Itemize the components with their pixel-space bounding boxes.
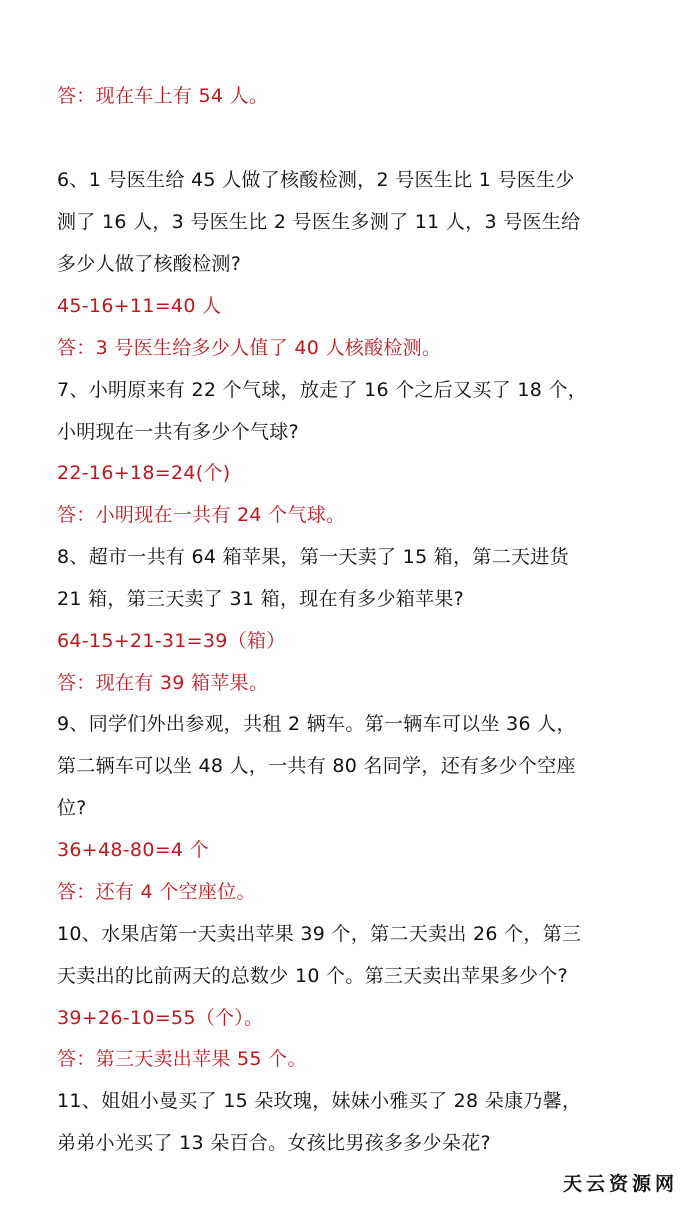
question-11-line-2: 弟弟小光买了 13 朵百合。女孩比男孩多多少朵花? [57,1132,491,1154]
equation-9: 36+48-80=4 个 [57,839,209,861]
answer-10: 答：第三天卖出苹果 55 个。 [57,1048,307,1070]
question-8-line-2: 21 箱，第三天卖了 31 箱，现在有多少箱苹果? [57,588,465,610]
equation-7: 22-16+18=24(个) [57,462,231,484]
answer-8: 答：现在有 39 箱苹果。 [57,672,269,694]
equation-6: 45-16+11=40 人 [57,295,222,317]
question-9-line-2: 第二辆车可以坐 48 人，一共有 80 名同学，还有多少个空座 [57,755,576,777]
question-6-line-2: 测了 16 人，3 号医生比 2 号医生多测了 11 人，3 号医生给 [57,211,581,233]
question-9-line-1: 9、同学们外出参观，共租 2 辆车。第一辆车可以坐 36 人， [57,713,576,735]
equation-10: 39+26-10=55（个）。 [57,1007,264,1029]
watermark-text: 天云资源网 [562,1173,678,1195]
answer-7: 答：小明现在一共有 24 个气球。 [57,504,346,526]
question-8-line-1: 8、超市一共有 64 箱苹果，第一天卖了 15 箱，第二天进货 [57,546,569,568]
question-7-line-2: 小明现在一共有多少个气球? [57,421,299,443]
question-11-line-1: 11、姐姐小曼买了 15 朵玫瑰，妹妹小雅买了 28 朵康乃馨， [57,1090,582,1112]
question-6-line-3: 多少人做了核酸检测? [57,253,242,275]
answer-9: 答：还有 4 个空座位。 [57,881,256,903]
question-6-line-1: 6、1 号医生给 45 人做了核酸检测，2 号医生比 1 号医生少 [57,169,575,191]
equation-8: 64-15+21-31=39（箱） [57,630,286,652]
answer-6: 答：3 号医生给多少人值了 40 人核酸检测。 [57,337,442,359]
question-10-line-1: 10、水果店第一天卖出苹果 39 个，第二天卖出 26 个，第三 [57,923,582,945]
question-10-line-2: 天卖出的比前两天的总数少 10 个。第三天卖出苹果多少个? [57,965,569,987]
question-9-line-3: 位? [57,797,87,819]
question-7-line-1: 7、小明原来有 22 个气球，放走了 16 个之后又买了 18 个， [57,379,588,401]
answer-line-5: 答：现在车上有 54 人。 [57,85,269,107]
